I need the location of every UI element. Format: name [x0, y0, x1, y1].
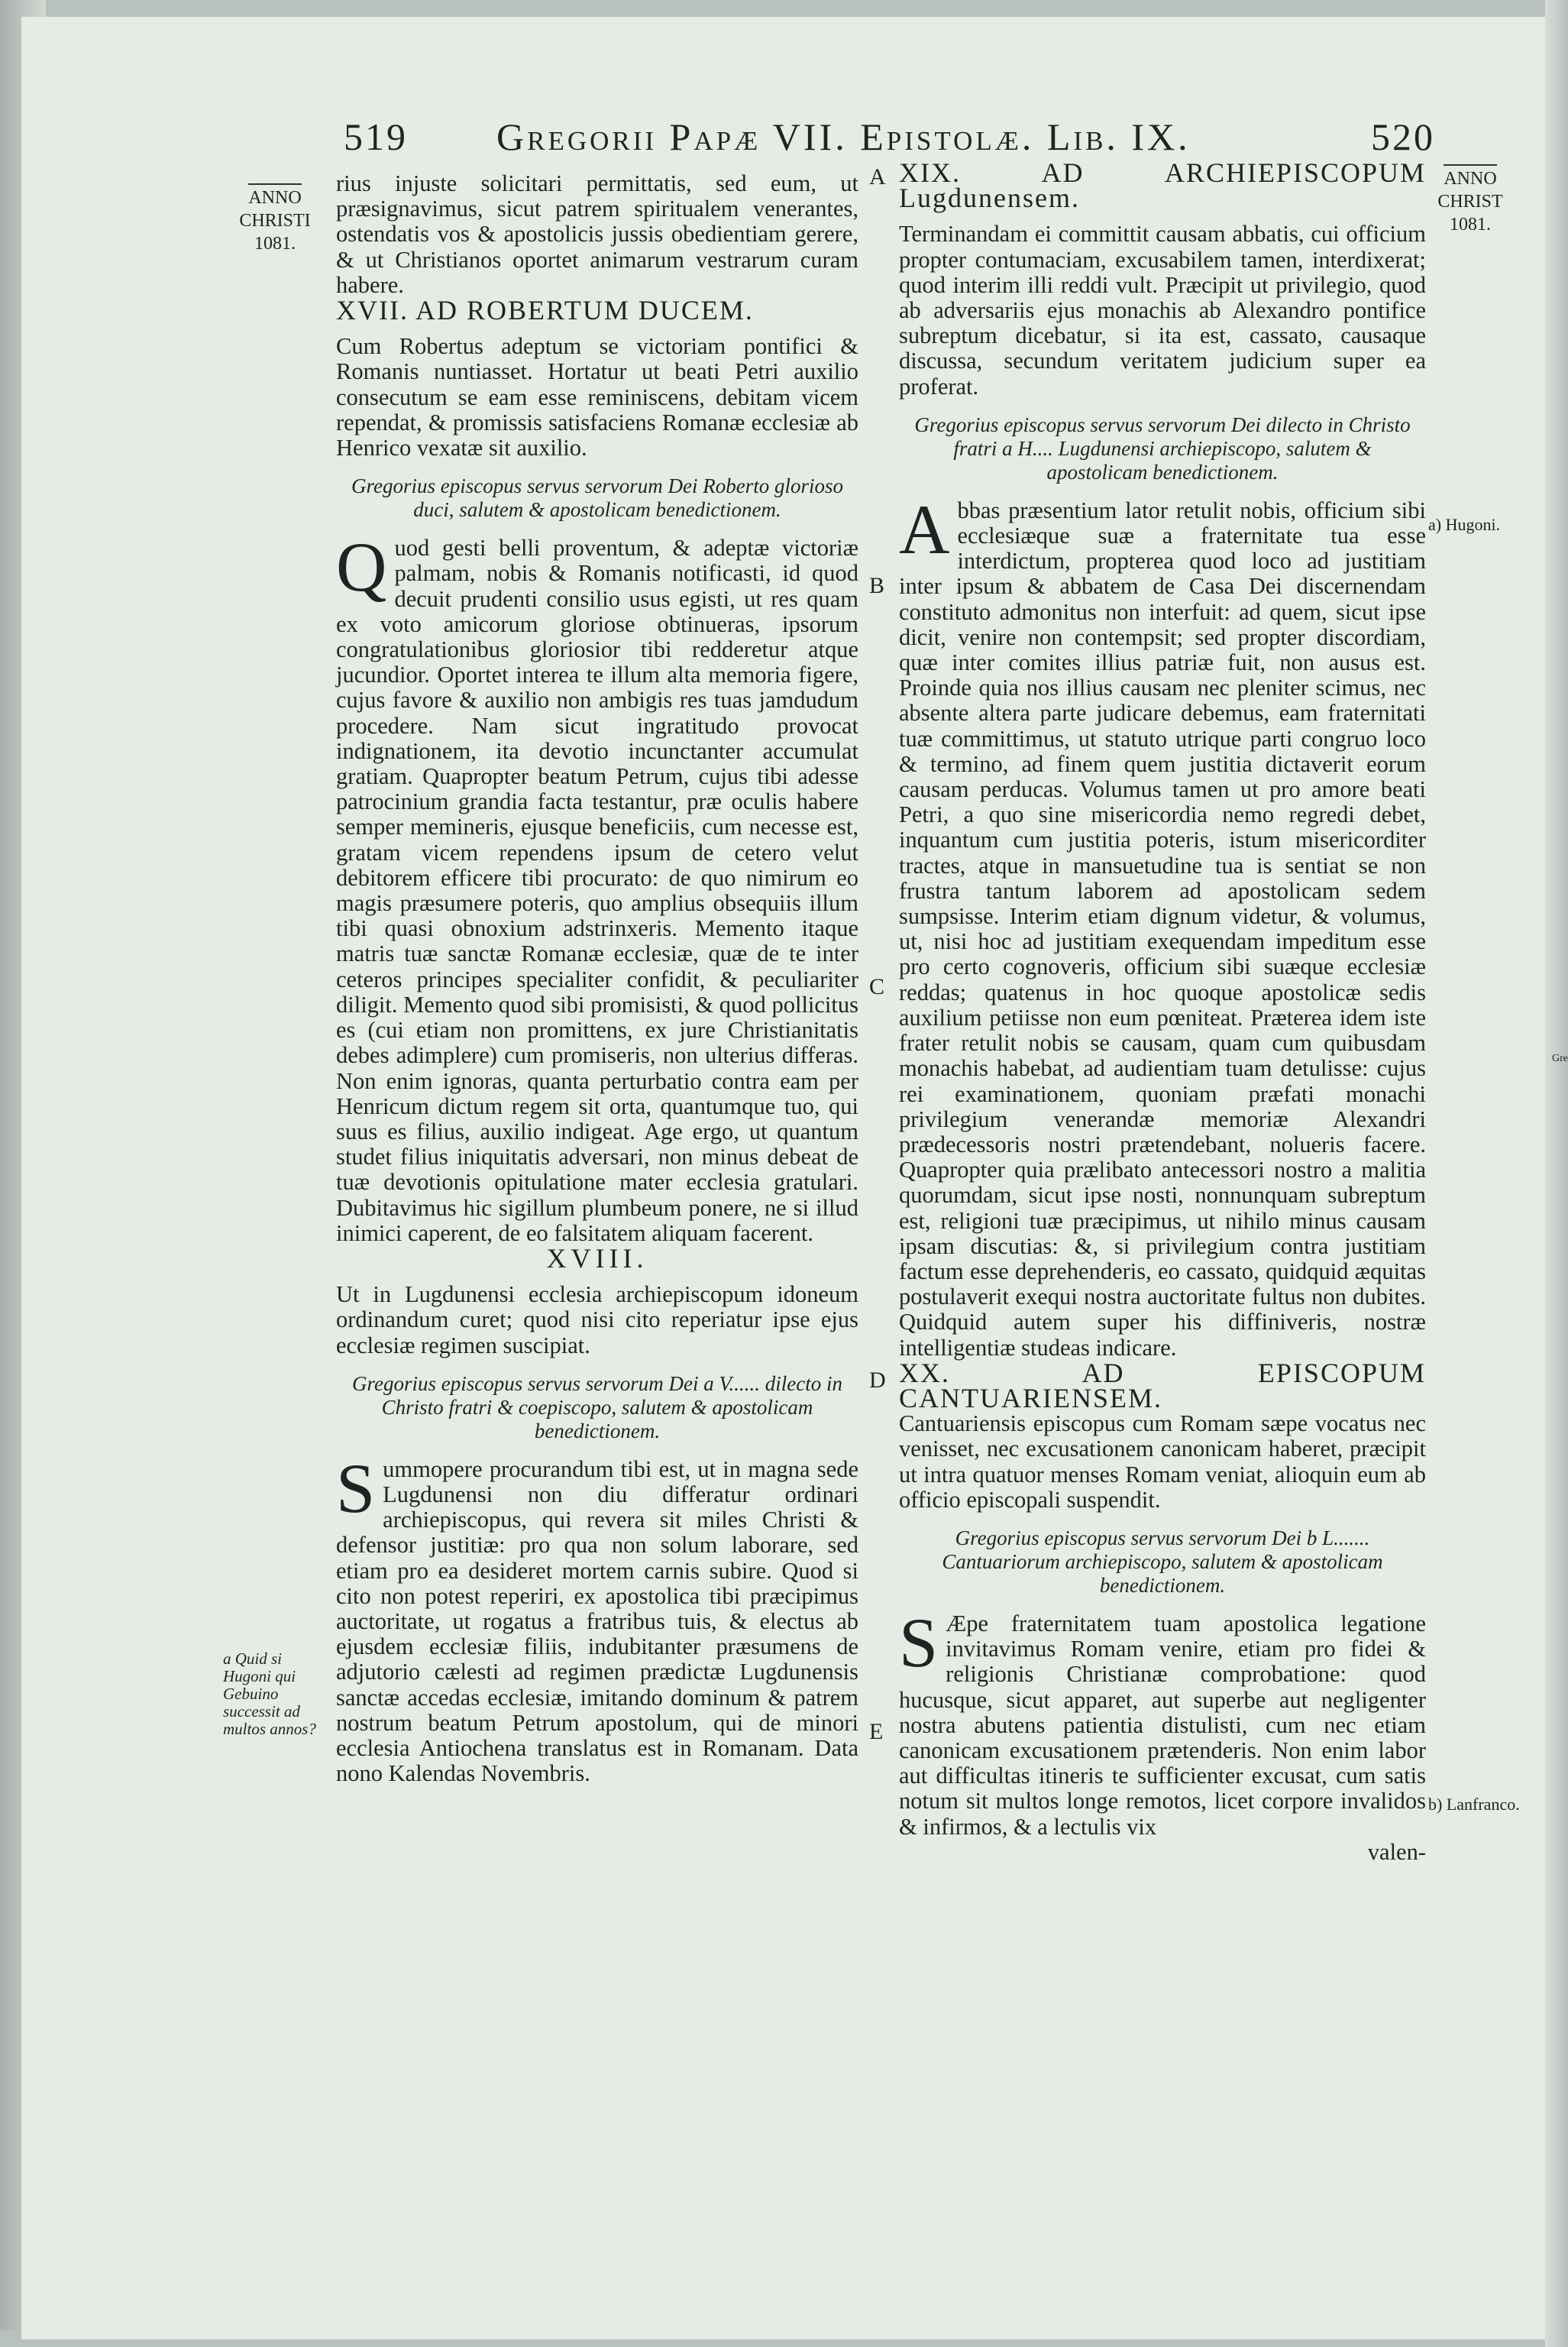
letter-xviii-body: [336, 1449, 858, 1787]
page-number-left: 519: [344, 115, 408, 158]
salutation-xix: Gregorius episcopus servus servorum Dei dilecto in Christo fratri a H.... Lugdunensi archiepiscopo, salutem & apostolicam benedictionem.: [914, 413, 1411, 484]
page-number-right: 520: [1371, 115, 1435, 158]
letter-xix-text: bbas præsentium lator retulit nobis, officium sibi ecclesiæque suæ a fraternitate tua esse interdictum, propterea quod loco ad justitiam inter ipsum & abbatem de Casa Dei discernendam constituto admonitus non interfuit: ad quem, sicut ipse dicit, venire non contempsit; sed propter discordiam, quæ inter comites illius patriæ fuit, non ausus est. Proinde quia nos illius causam nec pleniter scimus, nec absente altera parte judicare debemus, eam fraternitati tuæ committimus, ut statuto utrique parti congruo loco & termino, ad finem quem justitia dictaverit eorum causam perducas. Volumus tamen ut pro amore beati Petri, a quo sine misericordia nemo regredi debet, inquantum cum justitia poteris, istum misericorditer tractes, atque in mansuetudine tua is sentiat se non frustra tantum laborem ad apostolicam sedem sumpsisse. Interim etiam dignum videtur, & volumus, ut, nisi hoc ad justitiam exequendam impeditum esse pro certo cognoveris, officium sibi suæque ecclesiæ reddas; quatenus in hoc quoque apostolicæ sedis auxilium petiisse non eum pœniteat. Præterea idem iste frater retulit nobis se causam, quam cum quibusdam monachis habebat, ad audientiam tuam detulisse: cujus rei examinationem, quoniam præfati monachi privilegium venerandæ memoriæ Alexandri prædecessoris nostri prætendebant, nolueris facere. Quapropter quia prælibato antecessori nostro a malitia quorumdam, sicut ipse nosti, nonnunquam subreptum est, religioni tuæ præcipimus, ut nihilo minus causam ipsam discutias: &, si privilegium contra justitiam factum esse deprehenderis, eo cassato, quidquid æquitas postulaverit exequi nostra auctoritate fultus non dubites. Quidquid autem super his diffiniveris, nostræ intelligentiæ studeas indicare.: [899, 497, 1426, 1361]
salutation-xx: Gregorius episcopus servus servorum Dei b L....... Cantuariorum archiepiscopo, salutem & apostolicam benedictionem.: [942, 1526, 1383, 1597]
footnote-lanfranco: b) Lanfranco.: [1428, 1795, 1520, 1814]
salutation-xviii: Gregorius episcopus servus servorum Dei a V...... dilecto in Christo fratri & coepiscopo, salutem & apostolicam benedictionem.: [352, 1371, 842, 1442]
salutation-xvii: Gregorius episcopus servus servorum Dei Roberto glorioso duci, salutem & apostolicam benedictionem.: [351, 474, 843, 522]
footnote-quid: a Quid si Hugoni qui Gebuino successit ad multos annos?: [223, 1649, 316, 1738]
letter-xx-body: [899, 1603, 1426, 1840]
next-page-edge: [1545, 0, 1568, 2347]
anno-label: ANNO: [248, 183, 301, 209]
heading-xvii: XVII. AD ROBERTUM DUCEM.: [336, 295, 754, 326]
anno-left: [233, 183, 317, 255]
footnote-hugoni: a) Hugoni.: [1428, 515, 1501, 534]
anno-year: 1081.: [254, 234, 296, 254]
anno-year: 1081.: [1450, 215, 1491, 235]
anno-christi: CHRIST: [1437, 192, 1503, 212]
heading-xx: XX. AD EPISCOPUM CANTUARIENSEM.: [899, 1357, 1426, 1413]
running-title: Gregorii Papæ VII. Epistolæ. Lib. IX.: [496, 115, 1191, 158]
continuation-text: rius injuste solicitari permittatis, sed eum, ut præsignavimus, sicut patrem spiritualem venerantes, ostendatis vos & apostolicis jussis obedientiam gerere, & ut Christianos oportet animarum vestrarum curam habere.: [336, 170, 858, 298]
left-column: [336, 171, 858, 1786]
drop-cap: Q: [336, 528, 387, 607]
anno-christi: CHRISTI: [239, 211, 311, 231]
heading-xviii: XVIII.: [546, 1242, 648, 1274]
anno-right: [1428, 164, 1512, 236]
drop-cap: A: [899, 490, 950, 568]
section-letter: C: [869, 974, 885, 999]
catchword: valen-: [1367, 1838, 1426, 1865]
section-letter: E: [869, 1719, 884, 1744]
drop-cap: S: [336, 1449, 376, 1527]
letter-xvii-text: uod gesti belli proventum, & adeptæ victoriæ palmam, nobis & Romanis notificasti, id quod decuit prudenti consilio usus egisti, ut res quam ex voto amicorum gloriose obtinueras, ipsorum congratulationibus gloriosior tibi redderetur atque jucundior. Oportet interea te illum alta memoria figere, cujus favore & auxilio non ambigis res tuas jamdudum procedere. Nam sicut ingratitudo provocat indignationem, ita devotio incunctanter accumulat gratiam. Quapropter beatum Petrum, cujus tibi adesse patrocinium grandia facta testantur, præ oculis habere semper memineris, ejusque beneficiis, cum necesse est, gratam vicem rependens ipsum de cetero velut debitorem efficere tibi procurato: de quo nimirum eo magis præsumere poteris, quo amplius obsequiis illum tibi quasi obnoxium adstrinxeris. Memento itaque matris tuæ sanctæ Romanæ ecclesiæ, quæ de te inter ceteros principes specialiter confidit, & peculiariter diligit. Memento quod sibi promisisti, & quod pollicitus es (cui etiam non promittens, ex jure Christianitatis debes adimplere) cum promiseris, non ulterius differas. Non enim ignoras, quanta perturbatio contra eam per Henricum dictum regem sit orta, quantumque tuo, qui suus es filius, auxilio indigeat. Age ergo, ut quantum studet filius iniquitatis adversari, non minus debeat de tuæ devotionis opitulatione mater ecclesia gratulari. Dubitavimus hic sigillum plumbeum ponere, ne si illud inimici caperent, de eo falsitatem aliquam facerent.: [336, 535, 858, 1246]
section-letter: B: [869, 573, 885, 598]
letter-xix-body: [899, 490, 1426, 1361]
right-column: [899, 157, 1426, 1865]
anno-label: ANNO: [1444, 164, 1496, 190]
drop-cap: S: [899, 1603, 939, 1682]
edge-fragment: Gre: [1552, 1053, 1568, 1064]
section-letter: A: [869, 164, 886, 189]
summary-xx: Cantuariensis episcopus cum Romam sæpe vocatus nec venisset, nec excusationem canonicam haberet, præcipit ut intra quatuor menses Romam veniat, alioquin eum ab officio episcopali suspendit.: [899, 1410, 1426, 1513]
heading-xix: XIX. AD ARCHIEPISCOPUM Lugdunensem.: [899, 157, 1426, 214]
summary-xix: Terminandam ei committit causam abbatis, cui officium propter contumaciam, excusabilem tamen, interdixerat; quod interim illi reddi vult. Præcipit ut privilegio, quod ab adversariis ejus monachis ab Alexandro pontifice subreptum dicebatur, si ita est, cassato, causaque discussa, secundum veritatem judicium super ea proferat.: [899, 221, 1426, 400]
letter-xvii-body: [336, 528, 858, 1246]
section-letter: D: [869, 1368, 886, 1393]
letter-xviii-text: ummopere procurandum tibi est, ut in magna sede Lugdunensi non diu differatur ordinari archiepiscopus, qui revera sit miles Christi & defensor justitiæ: pro qua non solum laborare, sed etiam pro ea desideret mortem carnis subire. Quod si cito non potest reperiri, ex apostolica tibi præcipimus auctoritate, ut rogatus a fratribus tuis, & electus ab ejusdem ecclesiæ filiis, indubitanter præsumens de adjutorio cælesti ad regimen prædictæ Lugdunensis sanctæ accedas ecclesiæ, imitando dominum & patrem nostrum beatum Petrum apostolum, qui de minori ecclesia Antiochena translatus est in Romanam. Data nono Kalendas Novembris.: [336, 1455, 858, 1787]
summary-xviii: Ut in Lugdunensi ecclesia archiepiscopum idoneum ordinandum curet; quod nisi cito reperiatur ipse ejus ecclesiæ regimen suscipiat.: [336, 1281, 858, 1358]
letter-xx-text: Æpe fraternitatem tuam apostolica legatione invitavimus Romam venire, etiam pro fidei & religionis Christianæ comprobatione: quod hucusque, sicut apparet, aut superbe aut negligenter nostra abutens patientia distulisti, cum nec etiam canonicam excusationem prætenderis. Non enim labor aut difficultas itineris te sufficienter excusat, cum satis notum sit multos longe remotos, licet corpore invalidos & infirmos, & a lectulis vix: [899, 1610, 1426, 1840]
summary-xvii: Cum Robertus adeptum se victoriam pontifici & Romanis nuntiasset. Hortatur ut beati Petri auxilio consecutum se eam esse reminiscens, debitam vicem rependat, & promissis satisfaciens Romanæ ecclesiæ ab Henrico vexatæ sit auxilio.: [336, 333, 858, 461]
